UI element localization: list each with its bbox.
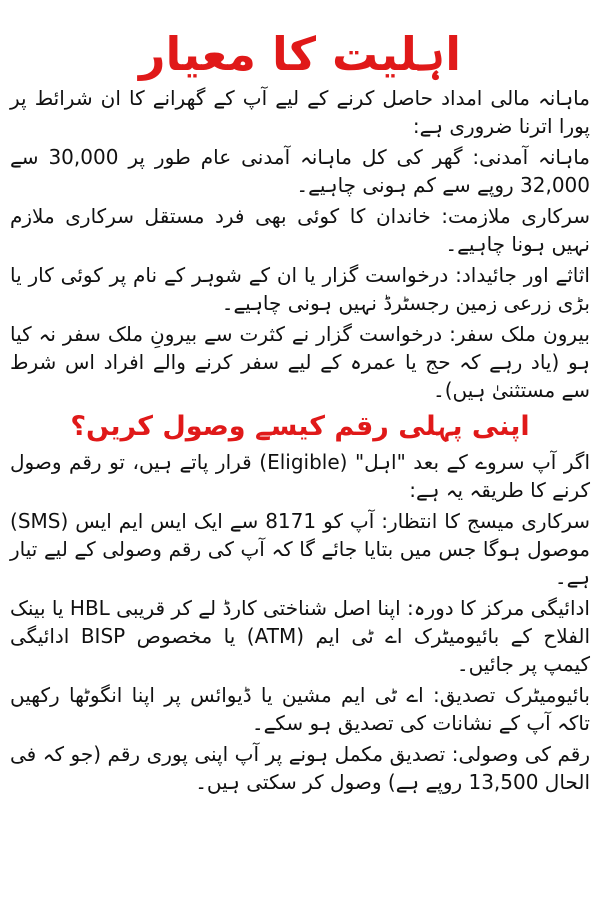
criterion-monthly-income: ماہانہ آمدنی: گھر کی کل ماہانہ آمدنی عام طور پر 30,000 سے 32,000 روپے سے کم ہونی چاہیے۔	[10, 145, 591, 197]
step-item	[10, 507, 590, 591]
criterion-item	[10, 261, 590, 317]
subintro-text: اگر آپ سروے کے بعد "اہل" (Eligible) قرار پاتے ہیں، تو رقم وصول کرنے کا طریقہ یہ ہے:	[10, 450, 590, 502]
step-receive-amount: رقم کی وصولی: تصدیق مکمل ہونے پر آپ اپنی پوری رقم (جو کہ فی الحال 13,500 روپے ہے) وصول کر سکتی ہیں۔	[10, 742, 590, 794]
intro-text: ماہانہ مالی امداد حاصل کرنے کے لیے آپ کے گھرانے کا ان شرائط پر پورا اترنا ضروری ہے:	[10, 86, 590, 138]
intro-paragraph	[10, 84, 590, 140]
page-title: اہلیت کا معیار	[139, 27, 461, 81]
step-visit-center: ادائیگی مرکز کا دورہ: اپنا اصل شناختی کارڈ لے کر قریبی HBL یا بینک الفلاح کے بائیومیٹرک اے ٹی ایم (ATM) یا مخصوص BISP ادائیگی کیمپ پر جائیں۔	[9, 596, 591, 676]
criterion-foreign-travel: بیرون ملک سفر: درخواست گزار نے کثرت سے بیرونِ ملک سفر نہ کیا ہو (یاد رہے کہ حج یا عمرہ کے لیے سفر کرنے والے افراد اس شرط سے مستثنیٰ ہیں)۔	[10, 322, 590, 402]
step-item	[10, 594, 590, 678]
criterion-assets-property: اثاثے اور جائیداد: درخواست گزار یا ان کے شوہر کے نام پر کوئی کار یا بڑی زرعی زمین رجسٹرڈ نہیں ہونی چاہیے۔	[10, 263, 590, 315]
step-sms-wait: سرکاری میسج کا انتظار: آپ کو 8171 سے ایک ایس ایم ایس (SMS) موصول ہوگا جس میں بتایا جائے گا کہ آپ کی رقم وصولی کے لیے تیار ہے۔	[10, 509, 590, 589]
criterion-item	[10, 143, 590, 199]
criterion-item	[10, 202, 590, 258]
criterion-government-job: سرکاری ملازمت: خاندان کا کوئی بھی فرد مستقل سرکاری ملازم نہیں ہونا چاہیے۔	[10, 204, 590, 256]
step-item	[10, 740, 590, 796]
payment-steps-list	[10, 507, 590, 796]
criterion-item	[10, 320, 590, 404]
eligibility-criteria-list	[10, 143, 590, 404]
step-biometric-verification: بائیومیٹرک تصدیق: اے ٹی ایم مشین یا ڈیوائس پر اپنا انگوٹھا رکھیں تاکہ آپ کے نشانات کی تصدیق ہو سکے۔	[10, 683, 590, 735]
step-item	[10, 681, 590, 737]
section-subtitle: اپنی پہلی رقم کیسے وصول کریں؟	[70, 411, 530, 442]
subintro-paragraph	[10, 448, 590, 504]
